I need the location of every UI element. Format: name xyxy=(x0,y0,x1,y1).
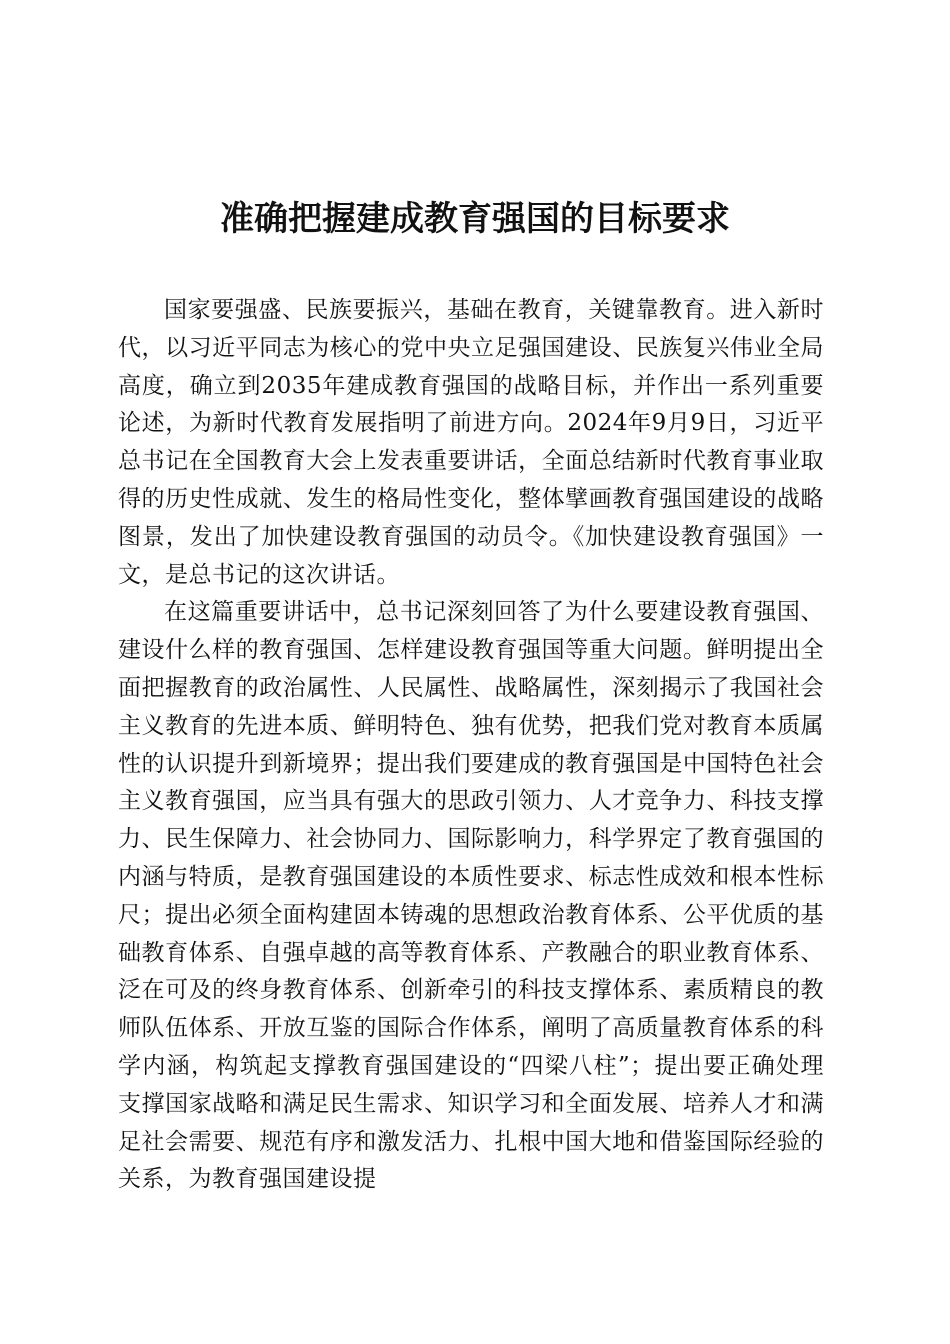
document-body xyxy=(118,292,824,1199)
document-title: 准确把握建成教育强国的目标要求 xyxy=(220,199,730,239)
paragraph-2: 在这篇重要讲话中，总书记深刻回答了为什么要建设教育强国、建设什么样的教育强国、怎样建设教育强国等重大问题。鲜明提出全面把握教育的政治属性、人民属性、战略属性，深刻揭示了我国社会主义教育的先进本质、鲜明特色、独有优势，把我们党对教育本质属性的认识提升到新境界；提出我们要建成的教育强国是中国特色社会主义教育强国，应当具有强大的思政引领力、人才竞争力、科技支撑力、民生保障力、社会协同力、国际影响力，科学界定了教育强国的内涵与特质，是教育强国建设的本质性要求、标志性成效和根本性标尺；提出必须全面构建固本铸魂的思想政治教育体系、公平优质的基础教育体系、自强卓越的高等教育体系、产教融合的职业教育体系、泛在可及的终身教育体系、创新牵引的科技支撑体系、素质精良的教师队伍体系、开放互鉴的国际合作体系，阐明了高质量教育体系的科学内涵，构筑起支撑教育强国建设的“四梁八柱”；提出要正确处理支撑国家战略和满足民生需求、知识学习和全面发展、培养人才和满足社会需要、规范有序和激发活力、扎根中国大地和借鉴国际经验的关系，为教育强国建设提 xyxy=(118,599,824,1193)
paragraph-1: 国家要强盛、民族要振兴，基础在教育，关键靠教育。进入新时代，以习近平同志为核心的党中央立足强国建设、民族复兴伟业全局高度，确立到2035年建成教育强国的战略目标，并作出一系列重要论述，为新时代教育发展指明了前进方向。2024年9月9日，习近平总书记在全国教育大会上发表重要讲话，全面总结新时代教育事业取得的历史性成就、发生的格局性变化，整体擘画教育强国建设的战略图景，发出了加快建设教育强国的动员令。《加快建设教育强国》一文，是总书记的这次讲话。 xyxy=(118,297,824,588)
